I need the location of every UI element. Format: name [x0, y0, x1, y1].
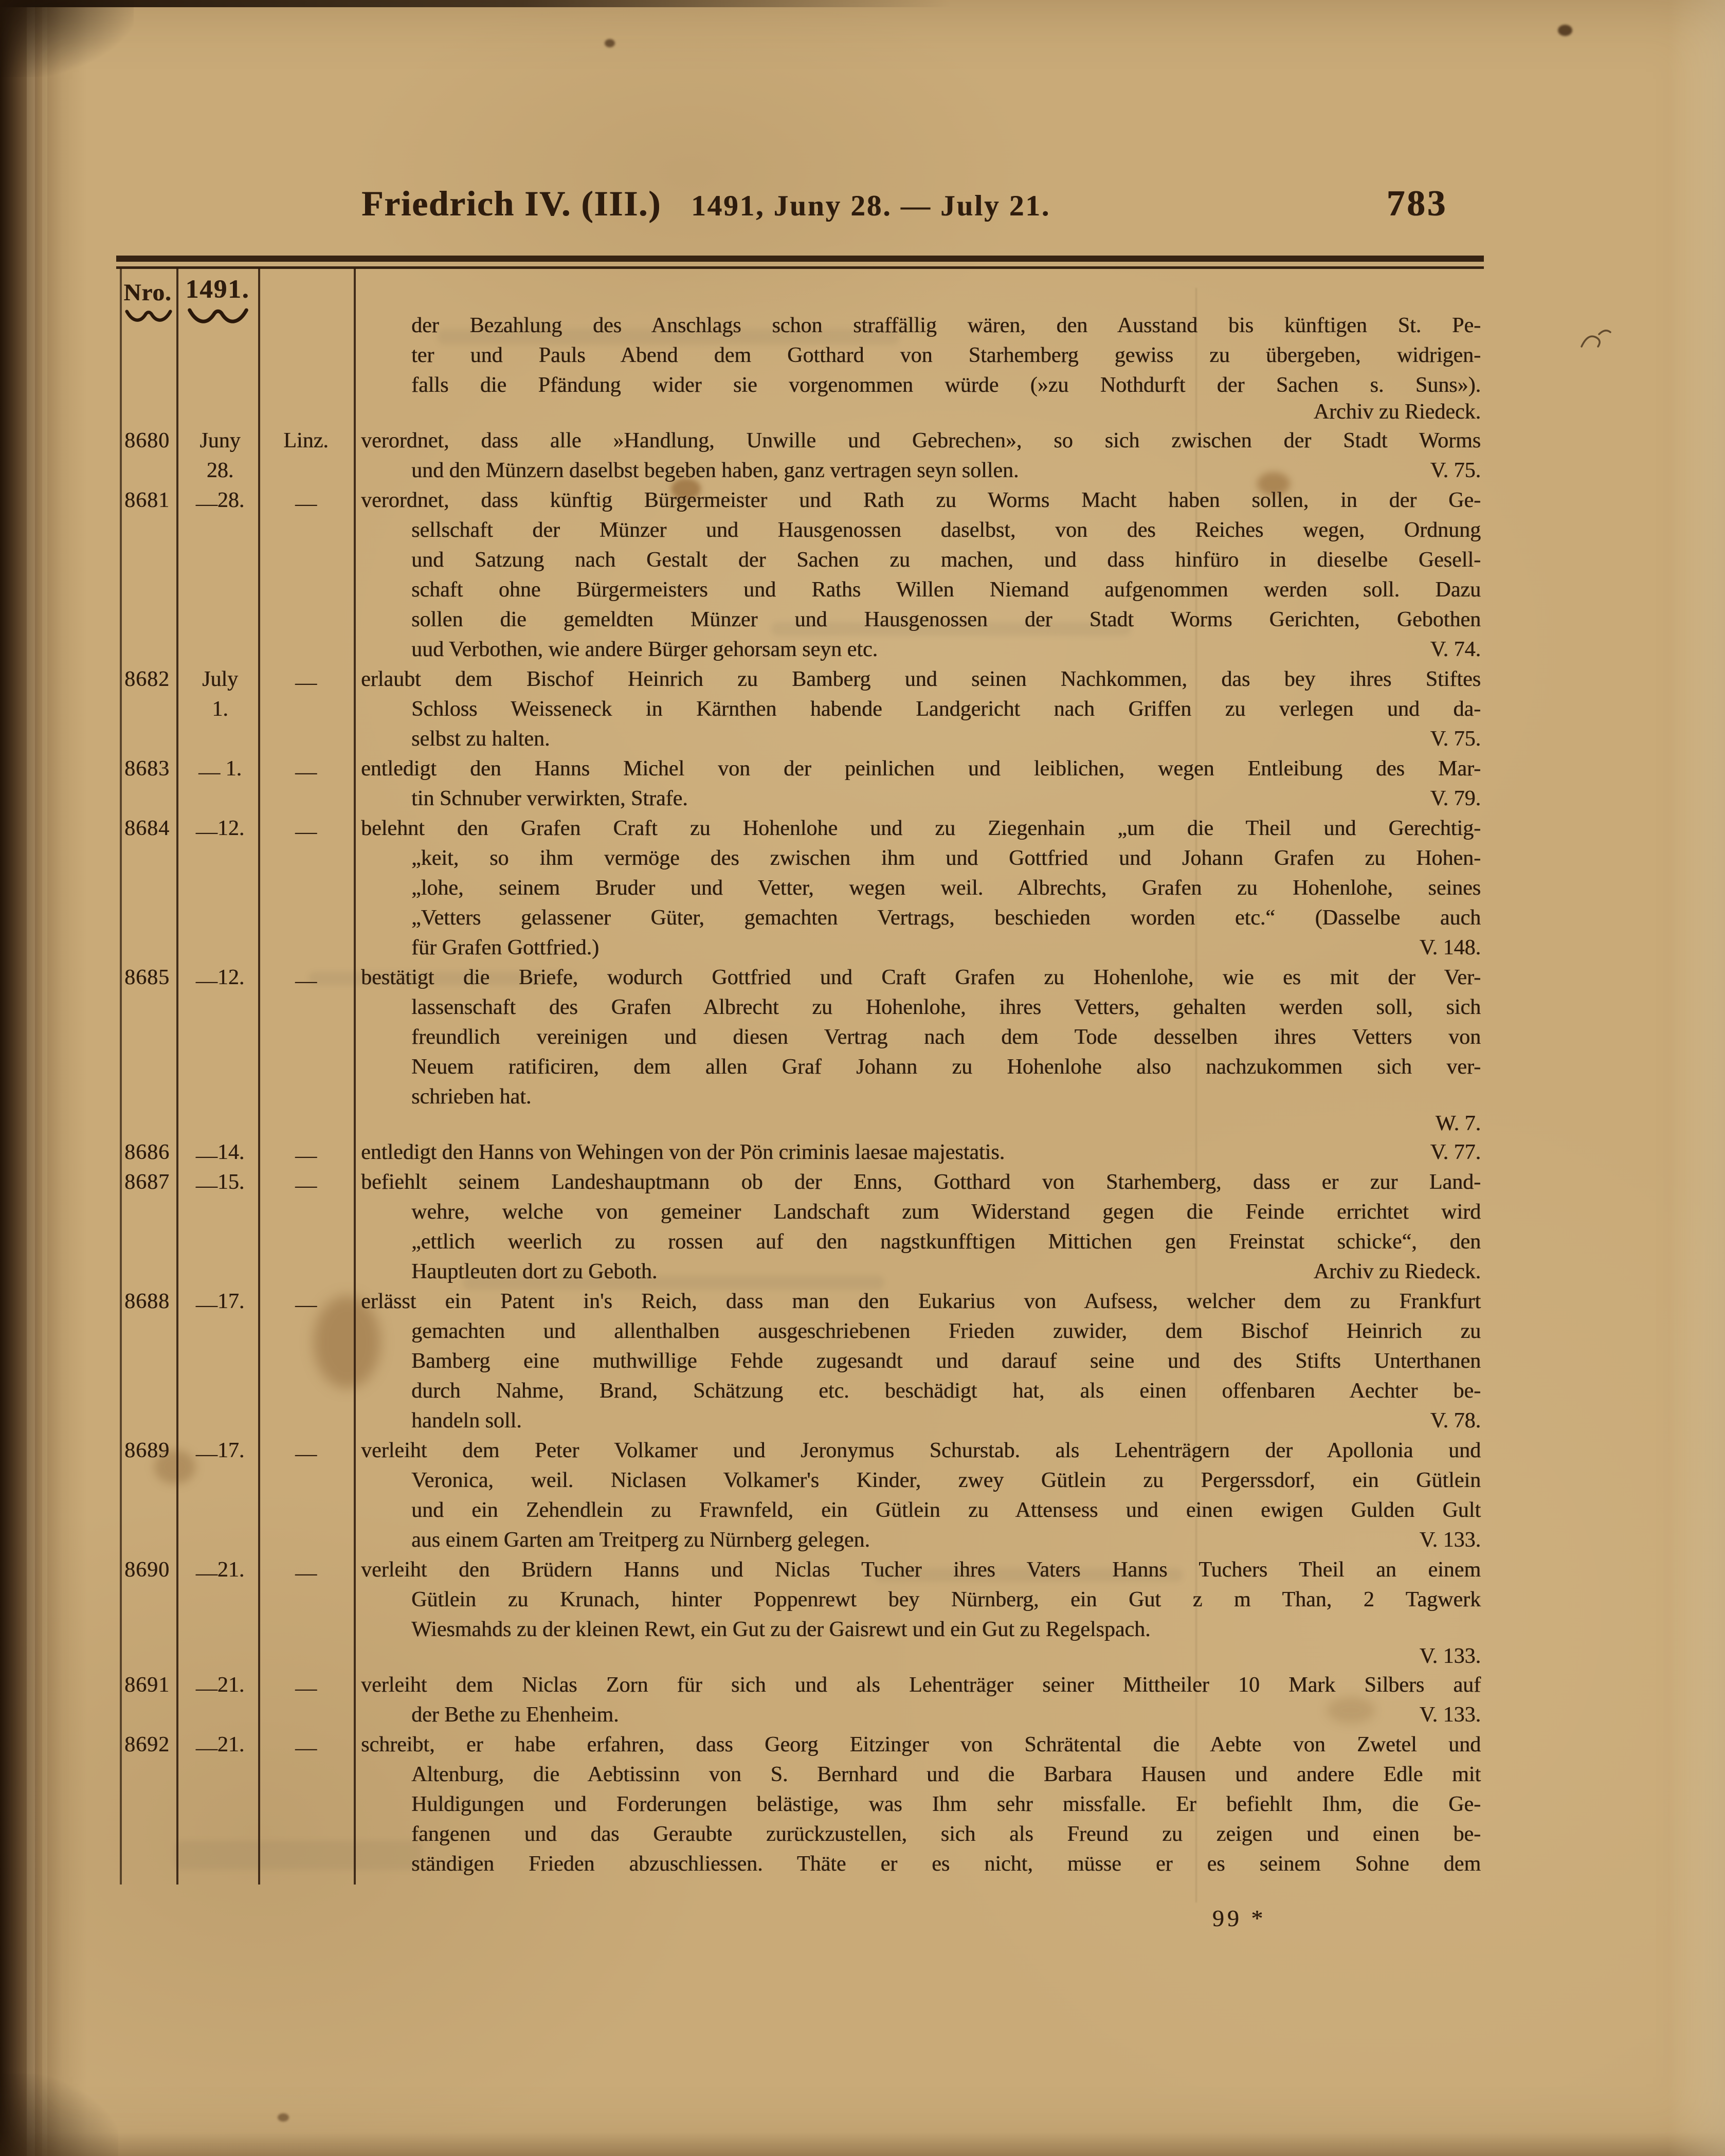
table-row: [120, 1730, 1481, 1879]
date-dash: —: [295, 1144, 317, 1168]
column-header-nro: Nro.: [123, 279, 172, 306]
entry-date: [176, 1287, 264, 1316]
entry-text-line: [411, 724, 1481, 754]
entry-text-line: erlässt ein Patent in's Reich, dass man den Eukarius von Aufsess, welcher dem zu Frankfurt: [361, 1290, 1481, 1313]
entry-text-line: verleiht den Brüdern Hanns und Niclas Tucher ihres Vaters Hanns Tuchers Theil an einem: [361, 1558, 1481, 1582]
entry-reference: Archiv zu Riedeck.: [1313, 400, 1481, 424]
entry-text-line: Veronica, weil. Niclasen Volkamer's Kinder, zwey Gütlein zu Pergerssdorf, ein Gütlein: [411, 1469, 1481, 1492]
entry-text: [354, 1730, 1481, 1879]
entry-text: [354, 1670, 1481, 1730]
page-stack-edge: [27, 0, 35, 2156]
entry-text-line: [411, 933, 1481, 963]
entry-date-line: July: [202, 667, 238, 691]
entry-text-fragment: tin Schnuber verwirkten, Strafe.: [411, 787, 688, 810]
entry-reference: V. 79.: [1430, 787, 1481, 810]
table-row: [120, 426, 1481, 485]
entry-text-line: [411, 635, 1481, 664]
entry-place: [258, 1670, 354, 1700]
entry-number: 8689: [124, 1439, 170, 1462]
table-row: [120, 311, 1481, 426]
entry-date-line: — 1.: [198, 757, 242, 785]
entry-date-line: —17.: [195, 1439, 245, 1466]
entry-text-line: verordnet, dass künftig Bürgermeister und Rath zu Worms Macht haben sollen, in der Ge-: [361, 488, 1481, 512]
date-dash: —: [195, 820, 217, 844]
date-dash: —: [195, 1174, 217, 1198]
date-dash: —: [295, 969, 317, 993]
date-dash: —: [295, 1677, 317, 1701]
entry-number: 8684: [124, 817, 170, 840]
entry-reference: V. 74.: [1430, 638, 1481, 661]
entry-date-line: —14.: [195, 1140, 245, 1168]
entry-date-line: —21.: [195, 1558, 245, 1586]
table-row: [120, 1670, 1481, 1730]
entry-text-line: sollen die gemeldten Münzer und Hausgenossen der Stadt Worms Gerichten, Gebothen: [411, 608, 1481, 631]
entry-reference: Archiv zu Riedeck.: [1313, 1260, 1481, 1283]
entry-date: [176, 1436, 264, 1465]
entry-text: [354, 485, 1481, 664]
running-head: [361, 183, 1447, 225]
entry-text-line: Neuem ratificiren, dem allen Graf Johann zu Hohenlohe also nachzukommen sich ver-: [411, 1055, 1481, 1079]
entry-date: [176, 1137, 264, 1167]
entry-place: [258, 1167, 354, 1197]
entry-date: [176, 1670, 264, 1700]
entry-text-line: durch Nahme, Brand, Schätzung etc. beschädigt hat, als einen offenbaren Aechter be-: [411, 1379, 1481, 1403]
entry-reference: V. 75.: [1430, 459, 1481, 482]
entry-text-line: [411, 1082, 1481, 1112]
entry-date-line: Juny: [199, 429, 241, 452]
entry-number: 8691: [124, 1673, 170, 1697]
entry-text: [354, 754, 1481, 813]
entry-number: 8683: [124, 757, 170, 781]
entry-text-line: und ein Zehendlein zu Frawnfeld, ein Gütlein zu Attensess und einen ewigen Gulden Gult: [411, 1498, 1481, 1522]
date-dash: —: [295, 492, 317, 516]
entry-place: [258, 963, 354, 992]
paper-stain: [1558, 25, 1572, 36]
entry-text-line: gemachten und allenthalben ausgeschriebenen Frieden zuwider, dem Bischof Heinrich zu: [411, 1319, 1481, 1343]
entry-number: 8680: [124, 429, 170, 452]
entry-text-line: [354, 1137, 1481, 1167]
entry-place: [258, 1137, 354, 1167]
entry-text-line: schaft ohne Bürgermeisters und Raths Willen Niemand aufgenommen werden soll. Dazu: [411, 578, 1481, 602]
entry-text-fragment: Hauptleuten dort zu Geboth.: [411, 1260, 658, 1283]
entry-date-line: —21.: [195, 1673, 245, 1701]
entry-text-fragment: entledigt den Hanns von Wehingen von der Pön criminis laesae majestatis.: [361, 1140, 1005, 1164]
entry-text-line: [411, 1700, 1481, 1730]
column-header-year: 1491.: [185, 275, 250, 304]
date-dash: —: [295, 671, 317, 695]
date-dash: —: [295, 1736, 317, 1761]
entry-number: 8685: [124, 966, 170, 989]
date-dash: —: [295, 760, 317, 785]
entry-text-line: erlaubt dem Bischof Heinrich zu Bamberg und seinen Nachkommen, das bey ihres Stiftes: [361, 667, 1481, 691]
date-dash: —: [295, 1562, 317, 1586]
table-row: [120, 1436, 1481, 1555]
entry-number: 8686: [124, 1140, 170, 1164]
entry-date: [176, 664, 264, 724]
table-row: [120, 1137, 1481, 1167]
entry-text: [354, 813, 1481, 963]
entry-date-line: —17.: [195, 1290, 245, 1317]
entry-reference: W. 7.: [1435, 1112, 1481, 1135]
date-dash: —: [295, 1174, 317, 1198]
entry-text-line: „keit, so ihm vermöge des zwischen ihm und Gottfried und Johann Grafen zu Hohen-: [411, 846, 1481, 870]
entry-date-line: —21.: [195, 1733, 245, 1761]
entry-place: [258, 1287, 354, 1316]
date-dash: —: [295, 1293, 317, 1317]
entry-text: [354, 1436, 1481, 1555]
entry-text-line: verordnet, dass alle »Handlung, Unwille und Gebrechen», so sich zwischen der Stadt Worms: [361, 429, 1481, 452]
table-row: [120, 1167, 1481, 1287]
date-dash: —: [198, 760, 220, 785]
double-rule: [116, 256, 1484, 269]
entry-reference: V. 133.: [1419, 1528, 1481, 1552]
entry-text: [354, 1167, 1481, 1287]
entry-date: [176, 426, 264, 485]
entry-text-line: [411, 1257, 1481, 1287]
entry-text: [354, 1555, 1481, 1670]
page-number: 783: [1386, 184, 1447, 224]
entry-text: [354, 1287, 1481, 1436]
paper-stain: [278, 2113, 289, 2122]
table-row: [120, 963, 1481, 1137]
entry-text-line: „Vetters gelassener Güter, gemachten Vertrags, beschieden worden etc.“ (Dasselbe auch: [411, 906, 1481, 930]
date-range-heading: 1491, Juny 28. — July 21.: [691, 190, 1050, 222]
entry-date-line: —12.: [195, 817, 245, 844]
entry-text-line: bestätigt die Briefe, wodurch Gottfried und Craft Grafen zu Hohenlohe, wie es mit der Ver-: [361, 966, 1481, 989]
paper-stain: [605, 39, 615, 47]
entry-date: [176, 813, 264, 843]
entry-text-fragment: und den Münzern daselbst begeben haben, ganz vertragen seyn sollen.: [411, 459, 1019, 482]
entry-text-fragment: Wiesmahds zu der kleinen Rewt, ein Gut zu der Gaisrewt und ein Gut zu Regelspach.: [411, 1618, 1151, 1641]
entry-reference: V. 133.: [1419, 1644, 1481, 1668]
entry-text-fragment: uud Verbothen, wie andere Bürger gehorsam seyn etc.: [411, 638, 878, 661]
entry-date: [176, 1167, 264, 1197]
entry-number: 8690: [124, 1558, 170, 1582]
entry-text-line: [411, 1406, 1481, 1436]
entry-text-fragment: handeln soll.: [411, 1409, 522, 1433]
entry-reference: V. 133.: [1419, 1703, 1481, 1727]
date-dash: —: [295, 1442, 317, 1466]
table-row: [120, 485, 1481, 664]
page-title: Friedrich IV. (III.): [361, 184, 662, 223]
date-dash: —: [195, 1677, 217, 1701]
entry-text-line: schreibt, er habe erfahren, dass Georg Eitzinger von Schrätental die Aebte von Zwetel und: [361, 1733, 1481, 1756]
entry-text-line: Altenburg, die Aebtissinn von S. Bernhard und die Barbara Hausen und andere Edle mit: [411, 1763, 1481, 1786]
entry-place: [258, 754, 354, 784]
entry-text-line: [411, 456, 1481, 485]
entry-text-line: belehnt den Grafen Craft zu Hohenlohe und zu Ziegenhain „um die Theil und Gerechtig-: [361, 817, 1481, 840]
entry-reference: V. 77.: [1430, 1140, 1481, 1164]
scan-top-edge: [0, 0, 951, 7]
table-row: [120, 813, 1481, 963]
entry-number: 8682: [124, 667, 170, 691]
date-dash: —: [195, 1442, 217, 1466]
entry-date-line: —28.: [195, 488, 245, 516]
entry-date-line: —12.: [195, 966, 245, 993]
entry-date: [176, 1730, 264, 1760]
entry-date: [176, 754, 264, 784]
date-dash: —: [195, 492, 217, 516]
entry-text-line: ter und Pauls Abend dem Gotthard von Starhemberg gewiss zu übergeben, widrigen-: [411, 343, 1481, 367]
entry-date-line: —15.: [195, 1170, 245, 1198]
entry-text-line: ständigen Frieden abzuschliessen. Thäte er es nicht, müsse er es seinem Sohne dem: [411, 1852, 1481, 1876]
entry-text-fragment: für Grafen Gottfried.): [411, 936, 599, 959]
entry-text-line: und Satzung nach Gestalt der Sachen zu machen, und dass hinfüro in dieselbe Gesell-: [411, 548, 1481, 572]
entry-place: [258, 485, 354, 515]
entry-text-line: fangenen und das Geraubte zurückzustellen, sich als Freund zu zeigen und einen be-: [411, 1822, 1481, 1846]
entry-text-line: Gütlein zu Krunach, hinter Poppenrewt bey Nürnberg, ein Gut z m Than, 2 Tagwerk: [411, 1588, 1481, 1611]
scan-bottom-edge: [0, 2132, 1725, 2156]
entry-date: [176, 485, 264, 515]
date-dash: —: [195, 969, 217, 993]
entry-text-line: lassenschaft des Grafen Albrecht zu Hohenlohe, ihres Vetters, gehalten werden soll, sich: [411, 995, 1481, 1019]
date-dash: —: [195, 1144, 217, 1168]
entry-text-line: Huldigungen und Forderungen belästige, was Ihm sehr missfalle. Er befiehlt Ihm, die Ge-: [411, 1792, 1481, 1816]
entry-place: [258, 813, 354, 843]
entry-reference: V. 148.: [1419, 936, 1481, 959]
entry-place: [258, 1730, 354, 1760]
entry-place: [258, 1436, 354, 1465]
entry-text-fragment: schrieben hat.: [411, 1085, 532, 1109]
date-dash: —: [195, 1736, 217, 1761]
entry-text-fragment: aus einem Garten am Treitperg zu Nürnberg gelegen.: [411, 1528, 870, 1552]
entry-text-line: „lohe, seinem Bruder und Vetter, wegen weil. Albrechts, Grafen zu Hohenlohe, seines: [411, 876, 1481, 900]
table-row: [120, 664, 1481, 754]
entry-text-line: sellschaft der Münzer und Hausgenossen daselbst, von des Reiches wegen, Ordnung: [411, 518, 1481, 542]
entry-reference: V. 75.: [1430, 727, 1481, 751]
entry-text: [354, 311, 1481, 426]
date-dash: —: [195, 1562, 217, 1586]
entry-date: [176, 1555, 264, 1585]
entry-text-line: befiehlt seinem Landeshauptmann ob der Enns, Gotthard von Starhemberg, dass er zur Land-: [361, 1170, 1481, 1194]
entry-text: [354, 1137, 1481, 1167]
entry-text-fragment: selbst zu halten.: [411, 727, 550, 751]
entry-text-line: „ettlich weerlich zu rossen auf den nagstkunfftigen Mittichen gen Freinstat schicke“, den: [411, 1230, 1481, 1254]
entry-text-line: der Bezahlung des Anschlags schon straffällig wären, den Ausstand bis künftigen St. Pe-: [411, 314, 1481, 337]
date-dash: —: [195, 1293, 217, 1317]
table-row: [120, 1287, 1481, 1436]
entry-text-line: [411, 1615, 1481, 1644]
entry-reference: V. 78.: [1430, 1409, 1481, 1433]
entry-text-line: [411, 784, 1481, 813]
date-dash: —: [295, 820, 317, 844]
entry-date: [176, 963, 264, 992]
entry-number: 8692: [124, 1733, 170, 1756]
entry-text-line: falls die Pfändung wider sie vorgenommen würde (»zu Nothdurft der Sachen s. Suns»).: [411, 373, 1481, 397]
entry-place: [258, 664, 354, 694]
entry-date-line: 1.: [212, 697, 228, 721]
page-right-edge: [1668, 0, 1725, 2156]
entry-place: Linz.: [283, 429, 329, 452]
entry-text: [354, 664, 1481, 754]
pen-mark-icon: [1578, 324, 1614, 355]
entry-text-line: verleiht dem Niclas Zorn für sich und als Lehenträger seiner Mittheiler 10 Mark Silbers auf: [361, 1673, 1481, 1697]
page-stack-edge: [42, 0, 47, 2156]
entry-date-line: 28.: [206, 459, 234, 482]
entry-number: 8681: [124, 488, 170, 512]
entry-text: [354, 426, 1481, 485]
entry-text: [354, 963, 1481, 1137]
table-body: [120, 311, 1481, 1879]
entry-text-line: freundlich vereinigen und diesen Vertrag nach dem Tode desselben ihres Vetters von: [411, 1025, 1481, 1049]
scan-corner-shadow: [0, 2074, 118, 2156]
scan-corner-shadow: [0, 0, 134, 77]
table-row: [120, 754, 1481, 813]
footer-signature-mark: 99 *: [1212, 1905, 1266, 1931]
entry-text-line: Bamberg eine muthwillige Fehde zugesandt und darauf seine und des Stifts Unterthanen: [411, 1349, 1481, 1373]
entry-number: 8688: [124, 1290, 170, 1313]
entry-text-line: wehre, welche von gemeiner Landschaft zum Widerstand gegen die Feinde errichtet wird: [411, 1200, 1481, 1224]
table-row: [120, 1555, 1481, 1670]
entry-text-line: verleiht dem Peter Volkamer und Jeronymus Schurstab. als Lehenträgern der Apollonia und: [361, 1439, 1481, 1462]
entry-text-line: entledigt den Hanns Michel von der peinlichen und leiblichen, wegen Entleibung des Mar-: [361, 757, 1481, 781]
entry-number: 8687: [124, 1170, 170, 1194]
entry-place: [258, 1555, 354, 1585]
entry-text-line: Schloss Weisseneck in Kärnthen habende Landgericht nach Griffen zu verlegen und da-: [411, 697, 1481, 721]
entry-text-line: [411, 1525, 1481, 1555]
entry-text-fragment: der Bethe zu Ehenheim.: [411, 1703, 619, 1727]
